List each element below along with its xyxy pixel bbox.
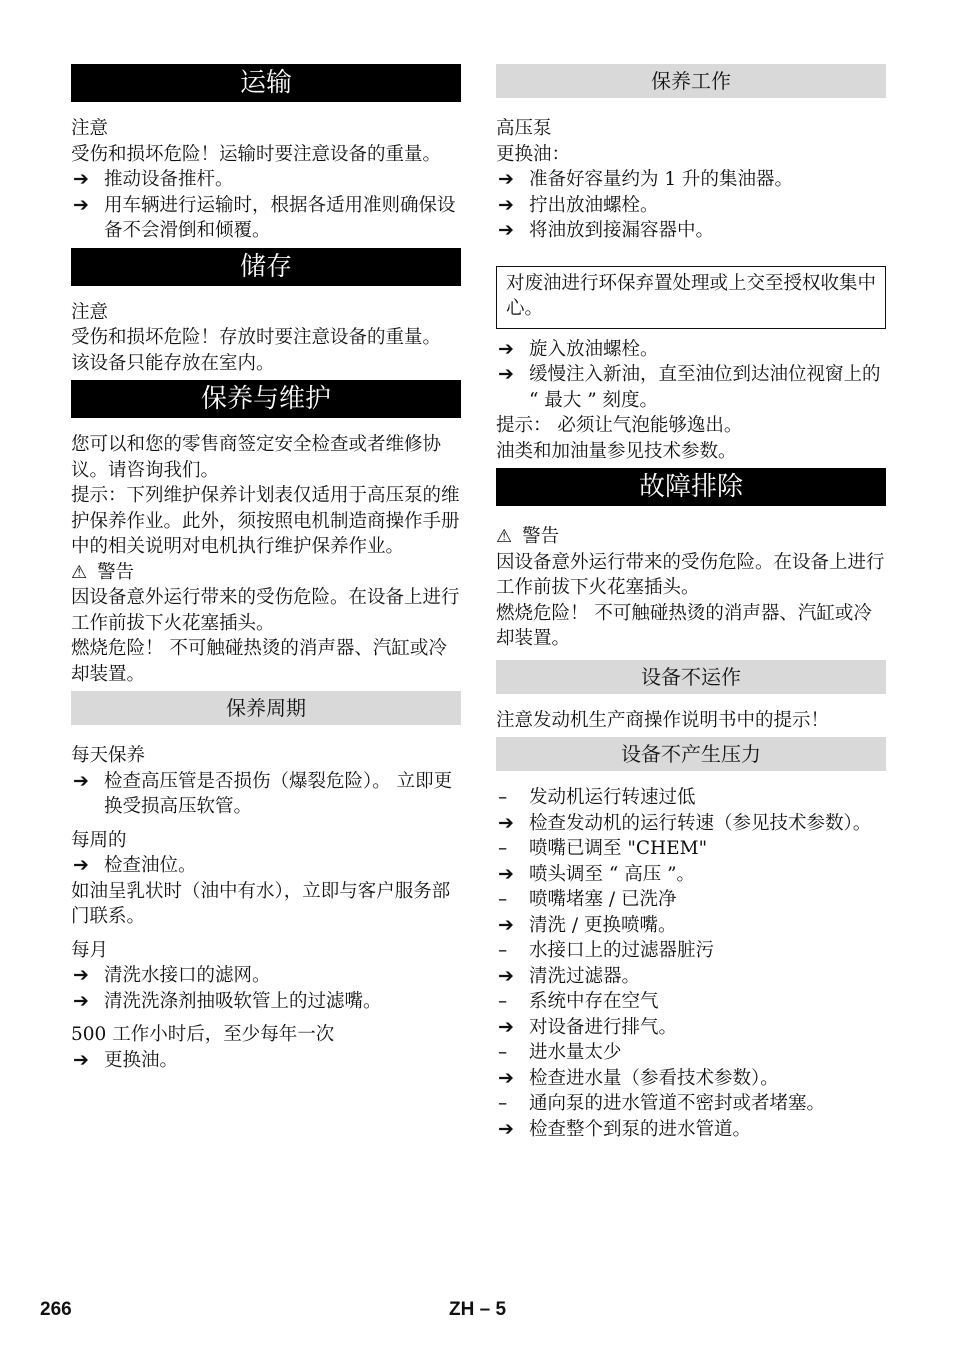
heading-not-running: 设备不运作 <box>496 660 886 694</box>
step-text: 检查高压管是否损伤（爆裂危险）。 立即更换受损高压软管。 <box>104 770 453 817</box>
arrow-icon: ➔ <box>498 964 514 987</box>
heading-maintenance-work: 保养工作 <box>496 64 886 98</box>
step-text: 推动设备推杆。 <box>104 169 234 190</box>
interval-weekly-label: 每周的 <box>71 829 127 851</box>
step-text: 缓慢注入新油，直至油位到达油位视窗上的 “ 最大 ” 刻度。 <box>529 364 881 411</box>
warning-icon: ⚠ <box>71 561 88 583</box>
arrow-icon: ➔ <box>73 854 89 876</box>
item-text: 喷嘴堵塞 / 已洗净 <box>529 889 677 910</box>
heading-interval: 保养周期 <box>71 691 461 725</box>
item-text: 系统中存在空气 <box>529 991 659 1012</box>
item-text: 清洗 / 更换喷嘴。 <box>529 914 677 936</box>
item-text: 检查进水量（参看技术参数）。 <box>529 1067 779 1089</box>
arrow-icon: ➔ <box>498 913 514 936</box>
dash-icon: – <box>498 991 508 1012</box>
transport-step-2 <box>71 193 461 244</box>
cause-item <box>496 989 886 1015</box>
trouble-warning-text-1: 因设备意外运行带来的受伤危险。在设备上进行工作前拔下火花塞插头。 <box>496 551 885 598</box>
page-number: 266 <box>40 1299 72 1320</box>
cause-item <box>496 938 886 964</box>
heading-transport: 运输 <box>71 64 461 102</box>
work-step-a-3 <box>496 218 886 244</box>
heading-troubleshooting: 故障排除 <box>496 468 886 506</box>
heading-maintenance: 保养与维护 <box>71 380 461 418</box>
step-text: 准备好容量约为 1 升的集油器。 <box>529 169 794 190</box>
dash-icon: – <box>498 787 508 808</box>
work-oil-ref: 油类和加油量参见技术参数。 <box>496 440 737 462</box>
step-text: 拧出放油螺栓。 <box>529 194 659 216</box>
item-text: 检查整个到泵的进水管道。 <box>529 1118 752 1140</box>
arrow-icon: ➔ <box>498 168 514 190</box>
work-step-b-2 <box>496 362 886 413</box>
interval-daily-step-1 <box>71 769 461 820</box>
work-step-a-2 <box>496 193 886 219</box>
arrow-icon: ➔ <box>498 337 514 360</box>
not-running-text: 注意发动机生产商操作说明书中的提示！ <box>496 709 830 731</box>
maintenance-hint: 提示：下列维护保养计划表仅适用于高压泵的维护保养作业。此外，须按照电机制造商操作手册中的相关说明对电机执行维护保养作业。 <box>71 485 460 557</box>
arrow-icon: ➔ <box>498 1066 514 1089</box>
language-page-code: ZH – 5 <box>449 1299 507 1320</box>
interval-monthly-step-1 <box>71 963 461 989</box>
cause-item <box>496 1040 886 1066</box>
step-text: 旋入放油螺栓。 <box>529 338 659 360</box>
dash-icon: – <box>498 1093 508 1114</box>
step-text: 检查油位。 <box>104 855 197 876</box>
remedy-item <box>496 811 886 837</box>
arrow-icon: ➔ <box>498 219 514 241</box>
storage-indoor-text: 该设备只能存放在室内。 <box>71 352 275 374</box>
item-text: 喷头调至 “ 高压 ”。 <box>529 863 696 885</box>
interval-hours-step-1 <box>71 1048 461 1074</box>
item-text: 发动机运行转速过低 <box>529 787 696 808</box>
arrow-icon: ➔ <box>73 769 89 792</box>
trouble-warning-label <box>496 524 886 550</box>
item-text: 对设备进行排气。 <box>529 1016 678 1038</box>
cause-item <box>496 1091 886 1117</box>
item-text: 水接口上的过滤器脏污 <box>529 940 715 961</box>
remedy-item <box>496 1066 886 1092</box>
trouble-warning-text-2: 燃烧危险！ 不可触碰热烫的消声器、汽缸或冷却装置。 <box>496 602 872 649</box>
cause-item <box>496 887 886 913</box>
work-oil-label: 更换油： <box>496 143 571 165</box>
waste-oil-note-box: 对废油进行环保弃置处理或上交至授权收集中心。 <box>496 266 886 329</box>
step-text: 将油放到接漏容器中。 <box>529 220 715 241</box>
arrow-icon: ➔ <box>498 363 514 385</box>
step-text: 清洗洗涤剂抽吸软管上的过滤嘴。 <box>104 990 382 1012</box>
interval-monthly-label: 每月 <box>71 939 109 961</box>
left-column <box>71 64 461 1073</box>
warning-icon: ⚠ <box>496 526 513 547</box>
work-step-a-1 <box>496 167 886 193</box>
arrow-icon: ➔ <box>73 989 89 1012</box>
arrow-icon: ➔ <box>73 168 89 190</box>
arrow-icon: ➔ <box>498 811 514 834</box>
warning-label: 警告 <box>522 526 560 547</box>
warning-label: 警告 <box>97 561 135 583</box>
interval-monthly-step-2 <box>71 989 461 1015</box>
arrow-icon: ➔ <box>73 193 89 216</box>
item-text: 清洗过滤器。 <box>529 965 641 987</box>
interval-daily-label: 每天保养 <box>71 745 146 766</box>
transport-step-1 <box>71 167 461 193</box>
maintenance-warning-label <box>71 560 461 586</box>
work-pump-label: 高压泵 <box>496 118 552 139</box>
remedy-item <box>496 862 886 888</box>
no-pressure-list <box>496 785 886 1142</box>
dash-icon: – <box>498 940 508 961</box>
dash-icon: – <box>498 838 508 859</box>
work-hint: 提示： 必须让气泡能够逸出。 <box>496 415 743 436</box>
arrow-icon: ➔ <box>73 1048 89 1071</box>
interval-hours-label: 500 工作小时后，至少每年一次 <box>71 1024 335 1045</box>
step-text: 清洗水接口的滤网。 <box>104 965 271 986</box>
storage-note-label: 注意 <box>71 301 109 323</box>
arrow-icon: ➔ <box>498 862 514 885</box>
arrow-icon: ➔ <box>498 1117 514 1140</box>
step-text: 用车辆进行运输时，根据各适用准则确保设备不会滑倒和倾覆。 <box>104 194 456 241</box>
transport-note-label: 注意 <box>71 118 109 139</box>
interval-weekly-text: 如油呈乳状时（油中有水），立即与客户服务部门联系。 <box>71 880 451 927</box>
work-step-b-1 <box>496 337 886 363</box>
interval-weekly-step-1 <box>71 853 461 879</box>
item-text: 检查发动机的运行转速（参见技术参数）。 <box>529 812 872 834</box>
heading-storage: 储存 <box>71 248 461 286</box>
remedy-item <box>496 964 886 990</box>
maintenance-warning-text-2: 燃烧危险！ 不可触碰热烫的消声器、汽缸或冷却装置。 <box>71 638 447 685</box>
item-text: 喷嘴已调至 "CHEM" <box>529 838 708 859</box>
dash-icon: – <box>498 1042 508 1063</box>
cause-item <box>496 836 886 862</box>
arrow-icon: ➔ <box>498 193 514 216</box>
step-text: 更换油。 <box>104 1049 179 1071</box>
remedy-item <box>496 1117 886 1143</box>
item-text: 进水量太少 <box>529 1042 622 1063</box>
maintenance-warning-text-1: 因设备意外运行带来的受伤危险。在设备上进行工作前拔下火花塞插头。 <box>71 587 460 634</box>
cause-item <box>496 785 886 811</box>
heading-no-pressure: 设备不产生压力 <box>496 737 886 771</box>
remedy-item <box>496 913 886 939</box>
item-text: 通向泵的进水管道不密封或者堵塞。 <box>529 1093 826 1114</box>
dash-icon: – <box>498 889 508 910</box>
arrow-icon: ➔ <box>73 964 89 986</box>
right-column <box>496 64 886 1142</box>
arrow-icon: ➔ <box>498 1015 514 1038</box>
remedy-item <box>496 1015 886 1041</box>
storage-note-text: 受伤和损坏危险！存放时要注意设备的重量。 <box>71 327 442 348</box>
maintenance-intro: 您可以和您的零售商签定安全检查或者维修协议。请咨询我们。 <box>71 434 442 481</box>
transport-note-text: 受伤和损坏危险！运输时要注意设备的重量。 <box>71 143 442 165</box>
